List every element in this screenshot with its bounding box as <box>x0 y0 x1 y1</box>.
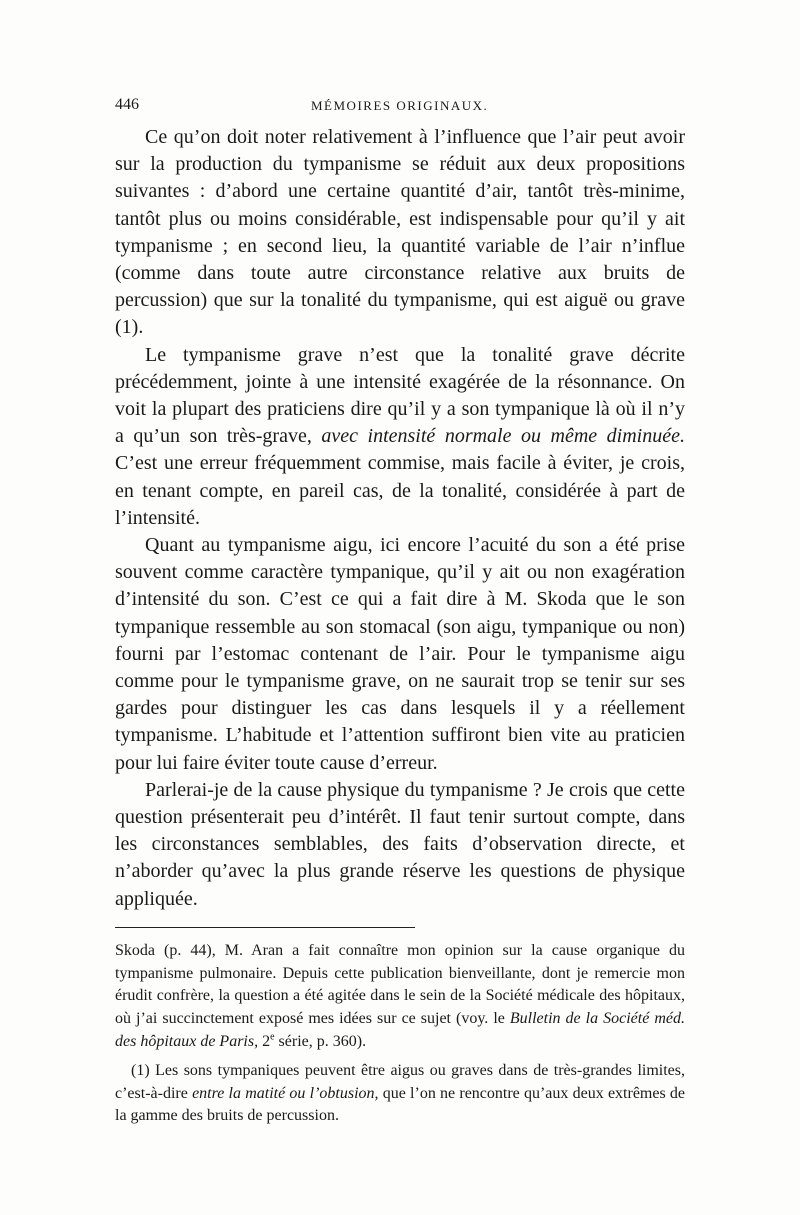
paragraph-tympanisme-grave <box>115 342 685 532</box>
paragraph-air-influence: Ce qu’on doit noter relativement à l’influence que l’air peut avoir sur la production du tympanisme se réduit aux deux propositions suivantes : d’abord une certaine quantité d’air, tantôt très-minime, tantôt plus ou moins considérable, est indispensable pour qu’il y ait tympanisme ; en second lieu, la quantité variable de l’air n’influe (comme dans toute autre circonstance relative aux bruits de percussion) que sur la tonalité du tympanisme, qui est aiguë ou grave (1). <box>115 126 685 339</box>
paragraph-text: Le tympanisme grave n’est que la tonalité grave décrite précédemment, jointe à une intensité exagérée de la résonnance. On voit la plupart des praticiens dire qu’il y a son tympanique là où il n’y a qu’un son très-grave, <box>115 343 685 448</box>
footnote-superscript: e <box>270 1031 275 1043</box>
paragraph-text: C’est une erreur fréquemment commise, mais facile à éviter, je crois, en tenant compte, en pareil cas, de la tonalité, considérée à part de l’intensité. <box>115 452 685 529</box>
footnote-text: que l’on ne rencontre qu’aux deux extrêmes de la gamme des bruits de percussion. <box>115 1084 686 1125</box>
body-text <box>115 124 685 913</box>
footnote-italic: Bulletin de la Société méd. des hôpitaux de Paris, <box>115 1010 685 1051</box>
footnote-1 <box>115 1060 685 1128</box>
running-title: MÉMOIRES ORIGINAUX. <box>311 98 489 113</box>
running-head <box>115 96 685 122</box>
paragraph-tympanisme-aigu: Quant au tympanisme aigu, ici encore l’acuité du son a été prise souvent comme caractère tympanique, qu’il y ait ou non exagération d’intensité du son. C’est ce qui a fait dire à M. Skoda que le son tympanique ressemble au son stomacal (son aigu, tympanique ou non) fourni par l’estomac contenant de l’air. Pour le tympanisme aigu comme pour le tympanisme grave, on ne saurait trop se tenir sur ses gardes pour distinguer les cas dans lesquels il y a réellement tympanisme. L’habitude et l’attention suffiront bien vite au praticien pour lui faire éviter toute cause d’erreur. <box>115 534 685 774</box>
footnote-text: Skoda (p. 44), M. Aran a fait connaître mon opinion sur la cause organique du tympanisme pulmonaire. Depuis cette publication bienveillante, dont je remercie mon érudit confrère, la question a été agitée dans le sein de la Société médicale des hôpitaux, où j’ai succinctement exposé mes idées sur ce sujet (voy. le <box>115 941 685 1028</box>
footnote-text: (1) Les sons tympaniques peuvent être aigus ou graves dans de très-grandes limites, c’est-à-dire <box>115 1061 685 1102</box>
footnotes <box>115 940 685 1128</box>
italic-phrase: avec intensité normale ou même diminuée. <box>321 425 685 448</box>
footnote-text: 2 <box>258 1033 271 1051</box>
footnote-text: série, p. 360). <box>274 1033 367 1051</box>
page-number: 446 <box>115 96 139 113</box>
paragraph-cause-physique: Parlerai-je de la cause physique du tympanisme ? Je crois que cette question présenterait peu d’intérêt. Il faut tenir surtout compte, dans les circonstances semblables, des faits d’observation directe, et n’aborder qu’avec la plus grande réserve les questions de physique appliquée. <box>115 778 685 910</box>
footnote-rule <box>115 927 415 928</box>
footnote-italic: entre la matité ou l’obtusion, <box>192 1084 379 1102</box>
page <box>115 96 685 1128</box>
footnote-continuation <box>115 940 685 1054</box>
